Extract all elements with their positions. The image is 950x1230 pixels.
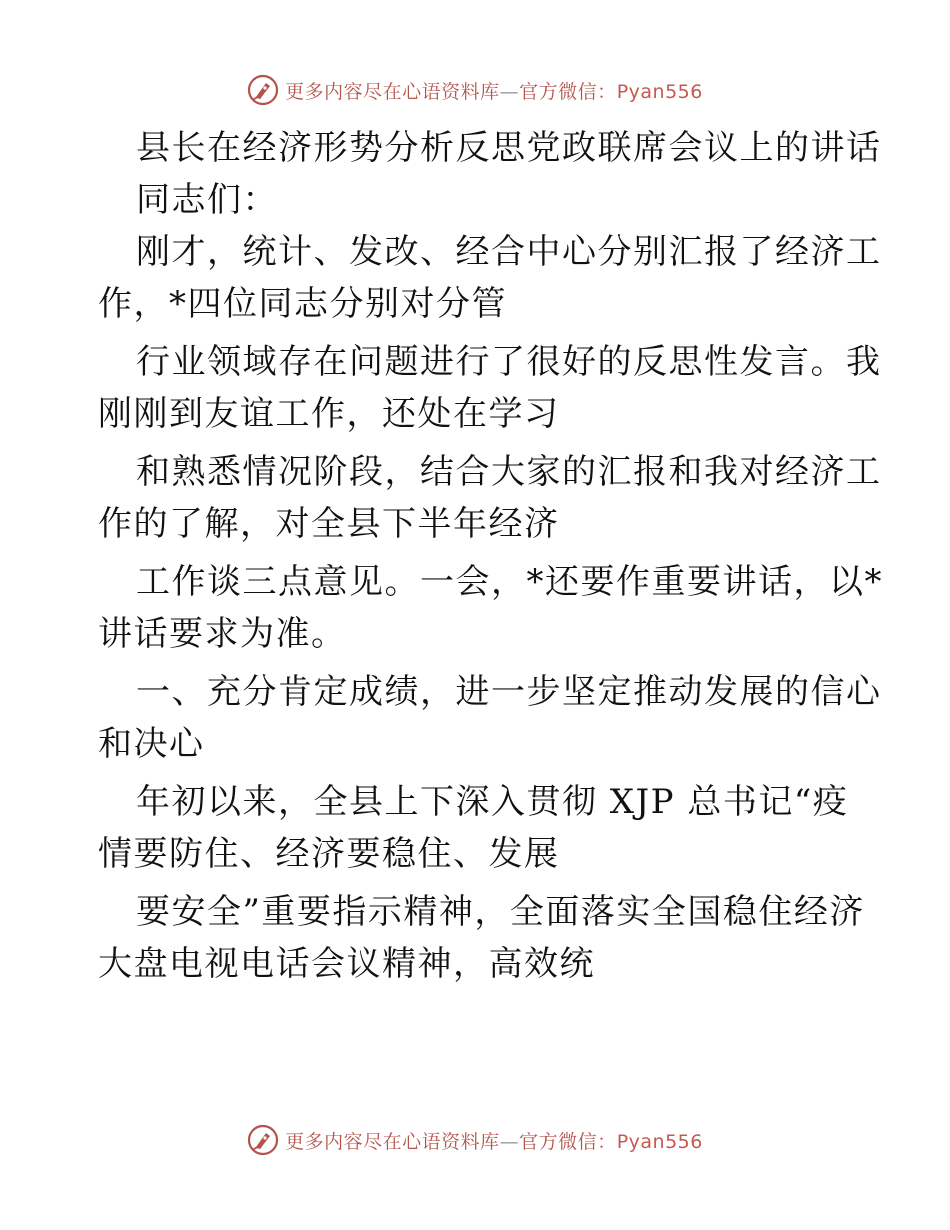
pen-nib-logo-icon [247, 1124, 279, 1156]
footer-watermark [0, 1120, 950, 1160]
paragraph [98, 776, 858, 880]
paragraph-line: 工作谈三点意见。一会，*还要作重要讲话，以* [136, 562, 883, 602]
salutation: 同志们： [136, 180, 278, 220]
paragraph-line: 作，*四位同志分别对分管 [98, 284, 507, 324]
paragraph [98, 446, 882, 550]
document-title: 县长在经济形势分析反思党政联席会议上的讲话 [136, 128, 882, 168]
paragraph-line: 和决心 [98, 724, 205, 764]
paragraph-line: 大盘电视电话会议精神，高效统 [98, 944, 595, 984]
watermark-text: 更多内容尽在心语资料库—官方微信：Pyan556 [285, 80, 703, 103]
paragraph-line: 作的了解，对全县下半年经济 [98, 504, 560, 544]
paragraph [98, 886, 865, 990]
section-heading [98, 666, 882, 770]
paragraph-line: 一、充分肯定成绩，进一步坚定推动发展的信心 [136, 672, 882, 712]
paragraph-line: 讲话要求为准。 [98, 614, 347, 654]
paragraph-line: 要安全”重要指示精神，全面落实全国稳住经济 [136, 892, 865, 932]
pen-nib-logo-icon [247, 74, 279, 106]
watermark-text: 更多内容尽在心语资料库—官方微信：Pyan556 [285, 1130, 703, 1153]
paragraph-line: 刚才，统计、发改、经合中心分别汇报了经济工 [136, 232, 882, 272]
header-watermark [0, 70, 950, 110]
paragraph [98, 556, 883, 660]
document-body [98, 122, 883, 996]
paragraph-line: 行业领域存在问题进行了很好的反思性发言。我 [136, 342, 882, 382]
paragraph [98, 226, 882, 330]
paragraph-line: 刚刚到友谊工作，还处在学习 [98, 394, 560, 434]
paragraph [98, 336, 882, 440]
paragraph-line: 年初以来，全县上下深入贯彻 XJP 总书记“疫 [136, 782, 849, 822]
paragraph-line: 情要防住、经济要稳住、发展 [98, 834, 560, 874]
paragraph-line: 和熟悉情况阶段，结合大家的汇报和我对经济工 [136, 452, 882, 492]
